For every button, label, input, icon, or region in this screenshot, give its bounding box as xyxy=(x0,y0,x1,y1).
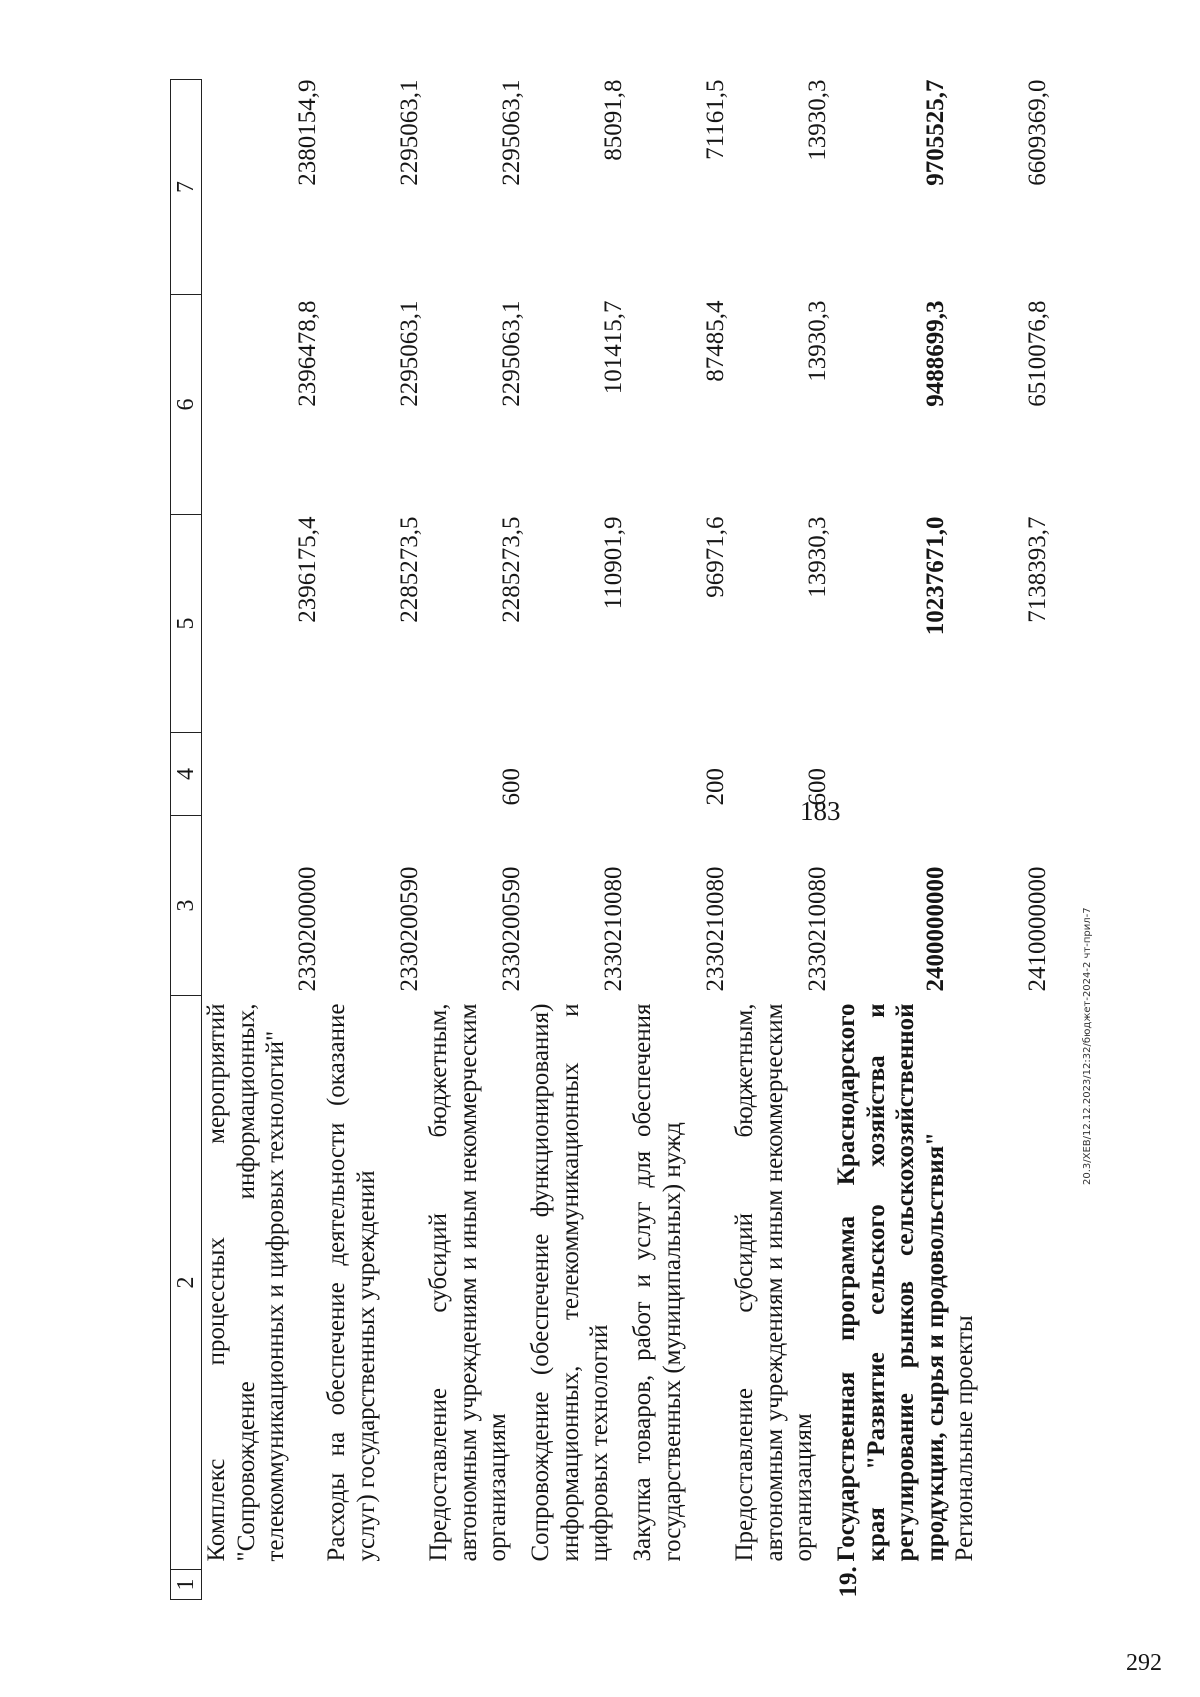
amount-col6: 9488699,3 xyxy=(921,300,949,407)
row-number xyxy=(322,1570,424,1600)
amount-col7: 2380154,9 xyxy=(293,79,321,186)
amount-col6: 6510076,8 xyxy=(1023,300,1051,407)
row-number: 19. xyxy=(835,1566,862,1598)
table-row xyxy=(628,80,730,1600)
table-row xyxy=(202,80,323,1600)
column-header: 2 xyxy=(171,996,202,1570)
row-name: Комплекс процессных мероприятий "Сопровождение информационных, телекоммуникационных и цифровых технологий" xyxy=(203,1003,289,1562)
row-number xyxy=(950,1570,1052,1600)
row-number xyxy=(202,1570,323,1600)
amount-col7: 6609369,0 xyxy=(1023,79,1051,186)
table-row xyxy=(424,80,526,1600)
table-row-program xyxy=(832,80,950,1600)
amount-col6: 87485,4 xyxy=(701,300,729,382)
amount-col6: 101415,7 xyxy=(599,300,627,395)
row-number xyxy=(424,1570,526,1600)
amount-col7: 2295063,1 xyxy=(395,79,423,186)
column-number-row xyxy=(171,80,202,1600)
row-name: Предоставление субсидий бюджетным, автономным учреждениям и иным некоммерческим организациям xyxy=(731,1003,817,1562)
table-row xyxy=(322,80,424,1600)
amount-col5: 110901,9 xyxy=(599,516,627,610)
row-number xyxy=(628,1570,730,1600)
rotated-page xyxy=(170,80,1100,1600)
expense-type: 600 xyxy=(497,768,525,806)
expense-type xyxy=(832,733,950,816)
amount-col6: 2295063,1 xyxy=(395,300,423,407)
expense-type: 200 xyxy=(701,768,729,806)
column-header: 5 xyxy=(171,515,202,733)
target-code: 2410000000 xyxy=(1023,866,1051,992)
amount-col7: 71161,5 xyxy=(701,79,729,160)
target-code: 2330200590 xyxy=(497,866,525,992)
page-number: 183 xyxy=(800,796,841,826)
budget-table xyxy=(170,79,1052,1600)
amount-col5: 2285273,5 xyxy=(395,516,423,623)
footer-stamp: 20.3/ХЕВ/12.12.2023/12:32/бюджет-2024-2 чт-прил-7 xyxy=(1082,907,1093,1185)
row-number xyxy=(526,1570,628,1600)
amount-col6: 13930,3 xyxy=(803,300,831,382)
amount-col6: 2295063,1 xyxy=(497,300,525,407)
row-number xyxy=(730,1570,832,1600)
row-name: Государственная программа Краснодарского края "Развитие сельского хозяйства и регулирование рынков сельскохозяйственной продукции, сырья и продовольствия" xyxy=(833,1003,949,1562)
expense-type xyxy=(526,733,628,816)
row-name: Расходы на обеспечение деятельности (оказание услуг) государственных учреждений xyxy=(323,1003,380,1562)
amount-col6: 2396478,8 xyxy=(293,300,321,407)
row-name: Региональные проекты xyxy=(951,1315,978,1562)
amount-col5: 96971,6 xyxy=(701,516,729,598)
amount-col5: 7138393,7 xyxy=(1023,516,1051,623)
amount-col7: 2295063,1 xyxy=(497,79,525,186)
target-code: 2330210080 xyxy=(599,866,627,992)
amount-col5: 2285273,5 xyxy=(497,516,525,623)
target-code: 2330210080 xyxy=(803,866,831,992)
target-code: 2330200000 xyxy=(293,866,321,992)
expense-type: 600 xyxy=(803,768,831,806)
amount-col5: 13930,3 xyxy=(803,516,831,598)
table-row xyxy=(526,80,628,1600)
amount-col5: 10237671,0 xyxy=(921,516,949,636)
row-name: Предоставление субсидий бюджетным, автономным учреждениям и иным некоммерческим организациям xyxy=(425,1003,511,1562)
column-header: 4 xyxy=(171,733,202,816)
sheet-number: 292 xyxy=(1126,1650,1162,1676)
row-name: Сопровождение (обеспечение функционирования) информационных, телекоммуникационных и цифровых технологий xyxy=(527,1003,613,1562)
column-header: 3 xyxy=(171,816,202,996)
amount-col7: 13930,3 xyxy=(803,79,831,161)
table-row xyxy=(730,80,832,1600)
target-code: 2400000000 xyxy=(921,866,949,992)
expense-type xyxy=(322,733,424,816)
amount-col5: 2396175,4 xyxy=(293,516,321,623)
row-name: Закупка товаров, работ и услуг для обеспечения государственных (муниципальных) нужд xyxy=(629,1003,686,1562)
target-code: 2330200590 xyxy=(395,866,423,992)
target-code: 2330210080 xyxy=(701,866,729,992)
amount-col7: 9705525,7 xyxy=(921,79,949,186)
expense-type xyxy=(202,733,323,816)
amount-col7: 85091,8 xyxy=(599,79,627,161)
column-header: 7 xyxy=(171,80,202,295)
column-header: 6 xyxy=(171,295,202,515)
table-row xyxy=(950,80,1052,1600)
expense-type xyxy=(950,733,1052,816)
column-header: 1 xyxy=(171,1570,202,1600)
